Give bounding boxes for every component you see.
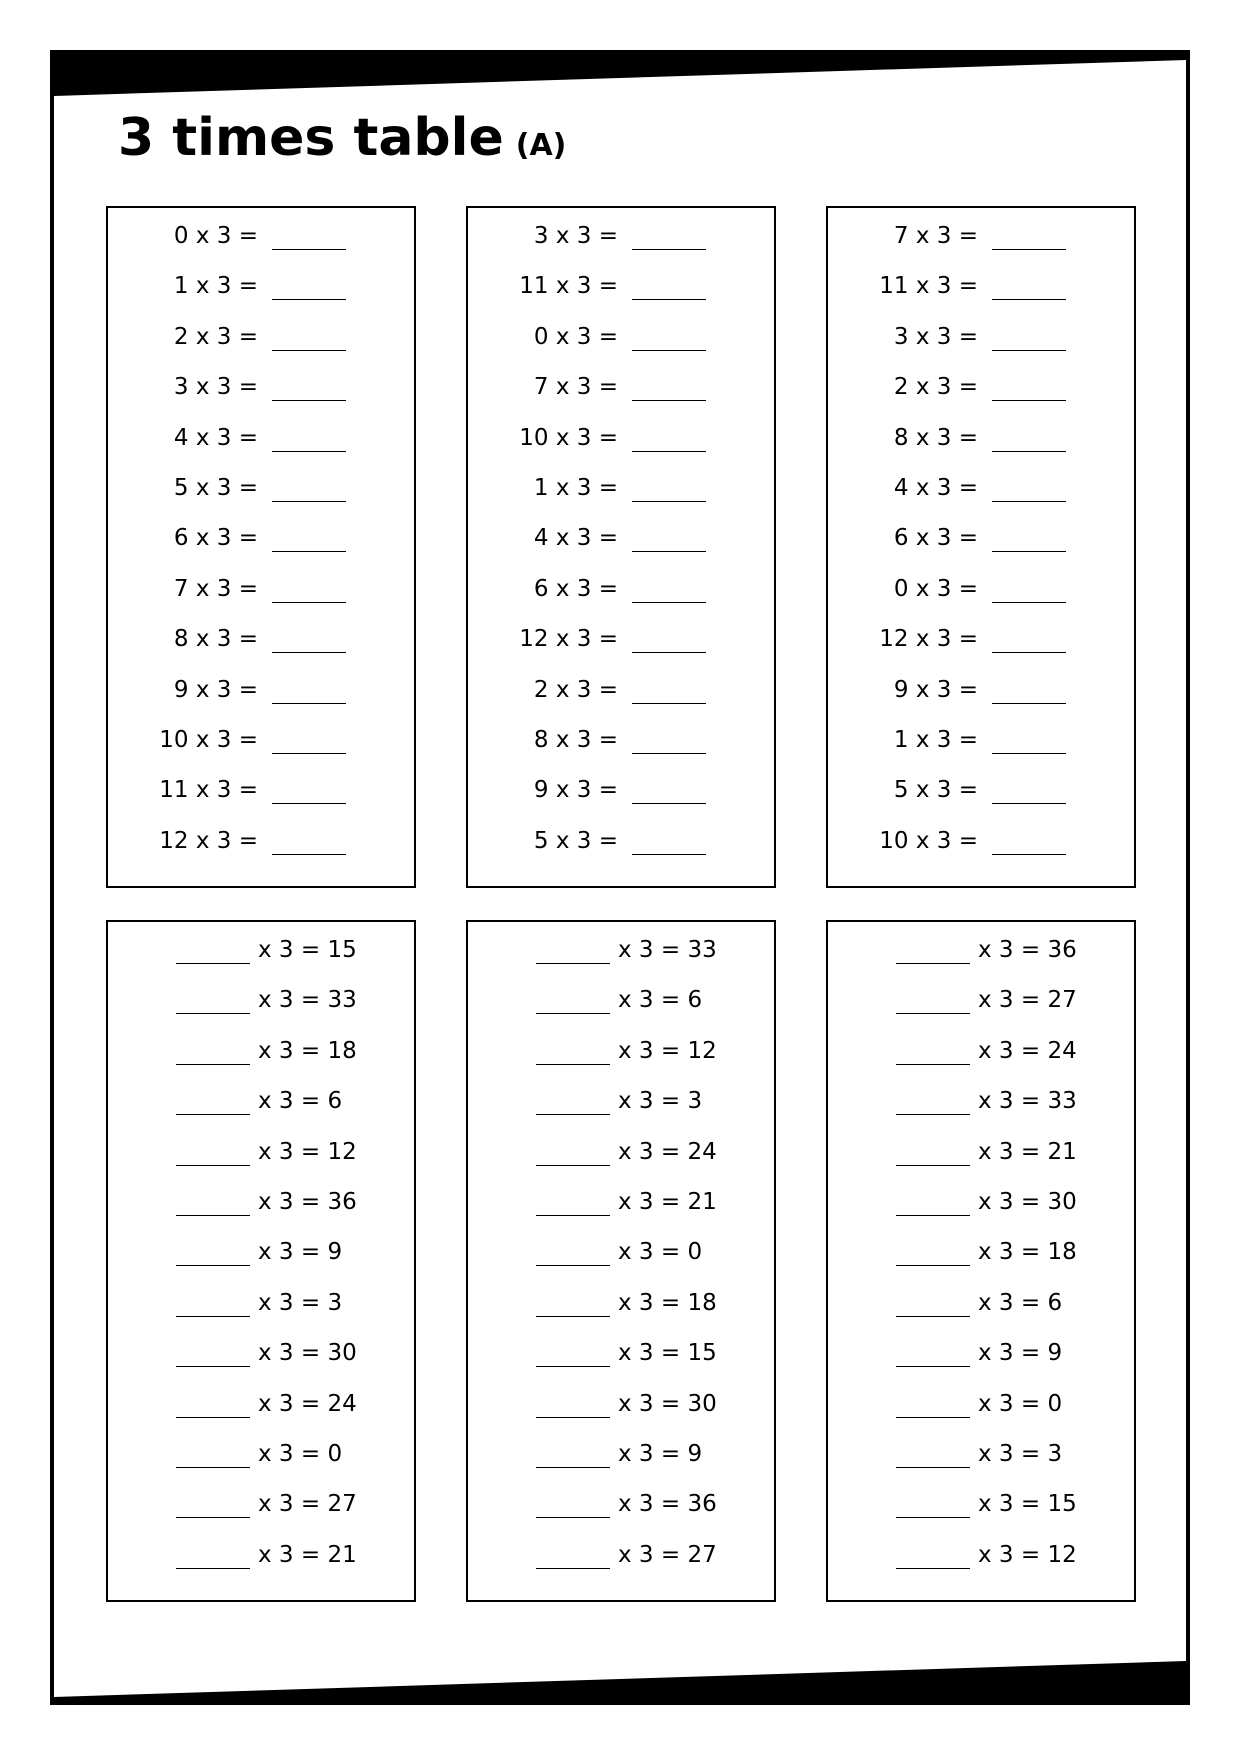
answer-blank[interactable] <box>896 1214 970 1216</box>
question-text: 10 x 3 = <box>519 424 618 451</box>
question-text: 11 x 3 = <box>159 777 258 804</box>
answer-blank[interactable] <box>536 1063 610 1065</box>
question-text: 3 x 3 = <box>893 323 978 350</box>
answer-blank[interactable] <box>992 298 1066 300</box>
answer-blank[interactable] <box>272 450 346 452</box>
question-row <box>468 422 774 454</box>
answer-blank[interactable] <box>896 1416 970 1418</box>
question-row <box>828 724 1134 756</box>
question-text: 8 x 3 = <box>173 626 258 653</box>
question-row <box>108 774 414 806</box>
question-row <box>828 1236 1134 1268</box>
copyright-footer: © Operation Maths <box>987 1721 1171 1743</box>
answer-blank[interactable] <box>992 248 1066 250</box>
answer-blank[interactable] <box>176 1264 250 1266</box>
question-row <box>468 573 774 605</box>
question-text: x 3 = 3 <box>978 1441 1063 1467</box>
question-text: x 3 = 0 <box>978 1390 1063 1417</box>
answer-blank[interactable] <box>632 702 706 704</box>
question-box-top-1 <box>106 206 416 888</box>
question-row <box>108 674 414 706</box>
page-title <box>118 108 566 168</box>
question-text: 1 x 3 = <box>173 273 258 300</box>
question-text: x 3 = 12 <box>258 1138 357 1165</box>
answer-blank[interactable] <box>176 1516 250 1518</box>
question-row <box>468 623 774 655</box>
question-row <box>468 472 774 504</box>
question-text: x 3 = 33 <box>618 937 717 963</box>
question-row <box>468 1236 774 1268</box>
answer-blank[interactable] <box>176 1416 250 1418</box>
question-row <box>828 522 1134 554</box>
question-row <box>828 774 1134 806</box>
question-text: 2 x 3 = <box>533 676 618 703</box>
question-text: x 3 = 30 <box>978 1189 1077 1215</box>
question-text: 7 x 3 = <box>533 374 618 401</box>
question-row <box>468 984 774 1016</box>
question-row <box>108 371 414 403</box>
answer-blank[interactable] <box>632 500 706 502</box>
question-row <box>828 321 1134 353</box>
answer-blank[interactable] <box>896 1516 970 1518</box>
question-row <box>108 321 414 353</box>
answer-blank[interactable] <box>992 601 1066 603</box>
question-text: 10 x 3 = <box>159 727 258 753</box>
question-row <box>828 220 1134 252</box>
answer-blank[interactable] <box>176 1113 250 1115</box>
question-row <box>828 1388 1134 1420</box>
question-row <box>828 825 1134 857</box>
question-row <box>108 1337 414 1369</box>
question-text: 12 x 3 = <box>879 626 978 653</box>
answer-blank[interactable] <box>176 1466 250 1468</box>
question-text: 12 x 3 = <box>519 626 618 653</box>
question-text: 7 x 3 = <box>173 575 258 602</box>
question-text: x 3 = 15 <box>618 1340 717 1367</box>
question-text: x 3 = 3 <box>258 1289 343 1316</box>
answer-blank[interactable] <box>536 1214 610 1216</box>
answer-blank[interactable] <box>632 349 706 351</box>
answer-blank[interactable] <box>632 802 706 804</box>
question-row <box>828 623 1134 655</box>
question-row <box>468 1539 774 1571</box>
question-text: x 3 = 36 <box>258 1189 357 1215</box>
answer-blank[interactable] <box>536 1164 610 1166</box>
question-text: x 3 = 12 <box>618 1037 717 1064</box>
question-text: 8 x 3 = <box>893 424 978 451</box>
answer-blank[interactable] <box>896 1164 970 1166</box>
question-row <box>468 1287 774 1319</box>
question-text: x 3 = 24 <box>978 1037 1077 1064</box>
question-row <box>468 270 774 302</box>
question-text: 5 x 3 = <box>533 827 618 854</box>
answer-blank[interactable] <box>896 1113 970 1115</box>
answer-blank[interactable] <box>176 1315 250 1317</box>
question-row <box>108 623 414 655</box>
answer-blank[interactable] <box>992 853 1066 855</box>
question-text: 4 x 3 = <box>893 475 978 501</box>
question-text: x 3 = 30 <box>258 1340 357 1367</box>
answer-blank[interactable] <box>536 1567 610 1569</box>
answer-blank[interactable] <box>896 1567 970 1569</box>
answer-blank[interactable] <box>176 1214 250 1216</box>
question-text: 1 x 3 = <box>533 475 618 501</box>
question-row <box>468 1035 774 1067</box>
question-row <box>828 472 1134 504</box>
answer-blank[interactable] <box>992 752 1066 754</box>
title-suffix: (A) <box>515 128 567 163</box>
question-row <box>108 934 414 966</box>
question-row <box>108 984 414 1016</box>
question-text: 0 x 3 = <box>173 223 258 249</box>
question-row <box>108 220 414 252</box>
question-text: x 3 = 24 <box>618 1138 717 1165</box>
answer-blank[interactable] <box>992 450 1066 452</box>
question-text: 6 x 3 = <box>893 525 978 552</box>
question-row <box>828 270 1134 302</box>
question-box-top-2 <box>466 206 776 888</box>
question-row <box>108 1438 414 1470</box>
question-row <box>468 1085 774 1117</box>
answer-blank[interactable] <box>536 1466 610 1468</box>
header-band <box>54 54 1186 102</box>
question-text: 5 x 3 = <box>173 475 258 501</box>
answer-blank[interactable] <box>272 349 346 351</box>
answer-blank[interactable] <box>632 752 706 754</box>
answer-blank[interactable] <box>176 962 250 964</box>
question-row <box>828 1035 1134 1067</box>
question-row <box>108 1136 414 1168</box>
answer-blank[interactable] <box>632 651 706 653</box>
answer-blank[interactable] <box>176 1567 250 1569</box>
question-row <box>468 774 774 806</box>
question-text: x 3 = 27 <box>618 1541 717 1568</box>
answer-blank[interactable] <box>896 1365 970 1367</box>
answer-blank[interactable] <box>536 1012 610 1014</box>
question-row <box>108 1287 414 1319</box>
answer-blank[interactable] <box>176 1365 250 1367</box>
question-text: 0 x 3 = <box>533 323 618 350</box>
question-box-bottom-3 <box>826 920 1136 1602</box>
question-row <box>828 1488 1134 1520</box>
question-row <box>828 1337 1134 1369</box>
question-row <box>468 1136 774 1168</box>
answer-blank[interactable] <box>176 1164 250 1166</box>
question-row <box>108 724 414 756</box>
question-row <box>108 573 414 605</box>
question-row <box>468 522 774 554</box>
answer-blank[interactable] <box>992 349 1066 351</box>
question-row <box>108 825 414 857</box>
question-text: x 3 = 12 <box>978 1541 1077 1568</box>
answer-blank[interactable] <box>992 702 1066 704</box>
footer-band <box>54 1653 1186 1701</box>
question-row <box>828 1186 1134 1218</box>
question-text: x 3 = 9 <box>618 1441 703 1467</box>
question-text: 5 x 3 = <box>893 777 978 804</box>
answer-blank[interactable] <box>272 298 346 300</box>
question-row <box>108 522 414 554</box>
question-text: 10 x 3 = <box>879 827 978 854</box>
question-text: x 3 = 6 <box>618 987 703 1014</box>
question-text: x 3 = 24 <box>258 1390 357 1417</box>
answer-blank[interactable] <box>272 802 346 804</box>
question-row <box>468 371 774 403</box>
answer-blank[interactable] <box>536 1113 610 1115</box>
question-row <box>828 1287 1134 1319</box>
question-text: x 3 = 27 <box>978 987 1077 1014</box>
answer-blank[interactable] <box>272 702 346 704</box>
answer-blank[interactable] <box>896 1063 970 1065</box>
question-text: 3 x 3 = <box>173 374 258 401</box>
question-row <box>468 674 774 706</box>
answer-blank[interactable] <box>992 802 1066 804</box>
answer-blank[interactable] <box>896 1315 970 1317</box>
answer-blank[interactable] <box>632 601 706 603</box>
question-text: x 3 = 27 <box>258 1491 357 1518</box>
question-row <box>828 422 1134 454</box>
question-text: x 3 = 9 <box>258 1239 343 1266</box>
question-box-bottom-2 <box>466 920 776 1602</box>
answer-blank[interactable] <box>896 1466 970 1468</box>
question-row <box>468 1388 774 1420</box>
question-text: 7 x 3 = <box>893 223 978 249</box>
question-text: x 3 = 33 <box>978 1088 1077 1115</box>
question-row <box>108 1085 414 1117</box>
question-text: 2 x 3 = <box>893 374 978 401</box>
answer-blank[interactable] <box>272 601 346 603</box>
answer-blank[interactable] <box>272 399 346 401</box>
question-text: x 3 = 18 <box>258 1037 357 1064</box>
question-text: 9 x 3 = <box>173 676 258 703</box>
answer-blank[interactable] <box>176 1012 250 1014</box>
answer-blank[interactable] <box>536 1365 610 1367</box>
answer-blank[interactable] <box>896 1264 970 1266</box>
question-box-top-3 <box>826 206 1136 888</box>
question-text: x 3 = 6 <box>978 1289 1063 1316</box>
answer-blank[interactable] <box>272 550 346 552</box>
question-row <box>828 371 1134 403</box>
question-row <box>828 1136 1134 1168</box>
question-text: 0 x 3 = <box>893 575 978 602</box>
question-row <box>108 1035 414 1067</box>
question-text: 8 x 3 = <box>533 727 618 753</box>
question-text: x 3 = 6 <box>258 1088 343 1115</box>
answer-blank[interactable] <box>272 651 346 653</box>
question-row <box>108 1488 414 1520</box>
question-text: 2 x 3 = <box>173 323 258 350</box>
answer-blank[interactable] <box>536 1264 610 1266</box>
question-text: 4 x 3 = <box>533 525 618 552</box>
question-row <box>468 1337 774 1369</box>
answer-blank[interactable] <box>992 550 1066 552</box>
answer-blank[interactable] <box>536 1516 610 1518</box>
question-text: x 3 = 3 <box>618 1088 703 1115</box>
title-text: 3 times table <box>118 108 504 168</box>
answer-blank[interactable] <box>896 962 970 964</box>
question-row <box>828 674 1134 706</box>
question-text: 6 x 3 = <box>173 525 258 552</box>
answer-blank[interactable] <box>632 248 706 250</box>
answer-blank[interactable] <box>896 1012 970 1014</box>
question-text: 12 x 3 = <box>159 827 258 854</box>
question-text: 9 x 3 = <box>533 777 618 804</box>
question-text: 3 x 3 = <box>533 223 618 249</box>
question-text: x 3 = 0 <box>258 1441 343 1467</box>
question-text: 6 x 3 = <box>533 575 618 602</box>
answer-blank[interactable] <box>536 962 610 964</box>
answer-blank[interactable] <box>992 399 1066 401</box>
question-text: x 3 = 21 <box>978 1138 1077 1165</box>
question-row <box>828 934 1134 966</box>
question-row <box>468 321 774 353</box>
question-row <box>108 472 414 504</box>
answer-blank[interactable] <box>632 450 706 452</box>
question-row <box>468 724 774 756</box>
question-row <box>468 825 774 857</box>
question-row <box>828 1438 1134 1470</box>
question-row <box>468 1438 774 1470</box>
question-text: x 3 = 36 <box>618 1491 717 1518</box>
question-row <box>108 1539 414 1571</box>
question-text: 9 x 3 = <box>893 676 978 703</box>
question-text: x 3 = 21 <box>258 1541 357 1568</box>
question-text: x 3 = 18 <box>978 1239 1077 1266</box>
answer-blank[interactable] <box>536 1416 610 1418</box>
answer-blank[interactable] <box>632 550 706 552</box>
question-row <box>468 220 774 252</box>
answer-blank[interactable] <box>272 752 346 754</box>
question-row <box>108 422 414 454</box>
answer-blank[interactable] <box>272 853 346 855</box>
question-text: 4 x 3 = <box>173 424 258 451</box>
question-row <box>828 1085 1134 1117</box>
answer-blank[interactable] <box>272 500 346 502</box>
question-row <box>828 1539 1134 1571</box>
question-text: x 3 = 33 <box>258 987 357 1014</box>
answer-blank[interactable] <box>176 1063 250 1065</box>
question-text: 11 x 3 = <box>519 273 618 300</box>
question-row <box>108 1388 414 1420</box>
question-text: x 3 = 15 <box>258 937 357 963</box>
answer-blank[interactable] <box>992 500 1066 502</box>
question-row <box>108 1186 414 1218</box>
answer-blank[interactable] <box>536 1315 610 1317</box>
question-row <box>468 1186 774 1218</box>
answer-blank[interactable] <box>632 853 706 855</box>
question-text: x 3 = 18 <box>618 1289 717 1316</box>
question-row <box>108 1236 414 1268</box>
question-text: x 3 = 30 <box>618 1390 717 1417</box>
question-row <box>828 984 1134 1016</box>
question-text: x 3 = 21 <box>618 1189 717 1215</box>
question-text: x 3 = 0 <box>618 1239 703 1266</box>
question-row <box>108 270 414 302</box>
question-text: x 3 = 15 <box>978 1491 1077 1518</box>
question-text: x 3 = 36 <box>978 937 1077 963</box>
question-row <box>468 1488 774 1520</box>
question-text: x 3 = 9 <box>978 1340 1063 1367</box>
answer-blank[interactable] <box>632 298 706 300</box>
question-box-bottom-1 <box>106 920 416 1602</box>
answer-blank[interactable] <box>992 651 1066 653</box>
answer-blank[interactable] <box>632 399 706 401</box>
question-row <box>468 934 774 966</box>
answer-blank[interactable] <box>272 248 346 250</box>
question-text: 11 x 3 = <box>879 273 978 300</box>
question-text: 1 x 3 = <box>893 727 978 753</box>
question-row <box>828 573 1134 605</box>
